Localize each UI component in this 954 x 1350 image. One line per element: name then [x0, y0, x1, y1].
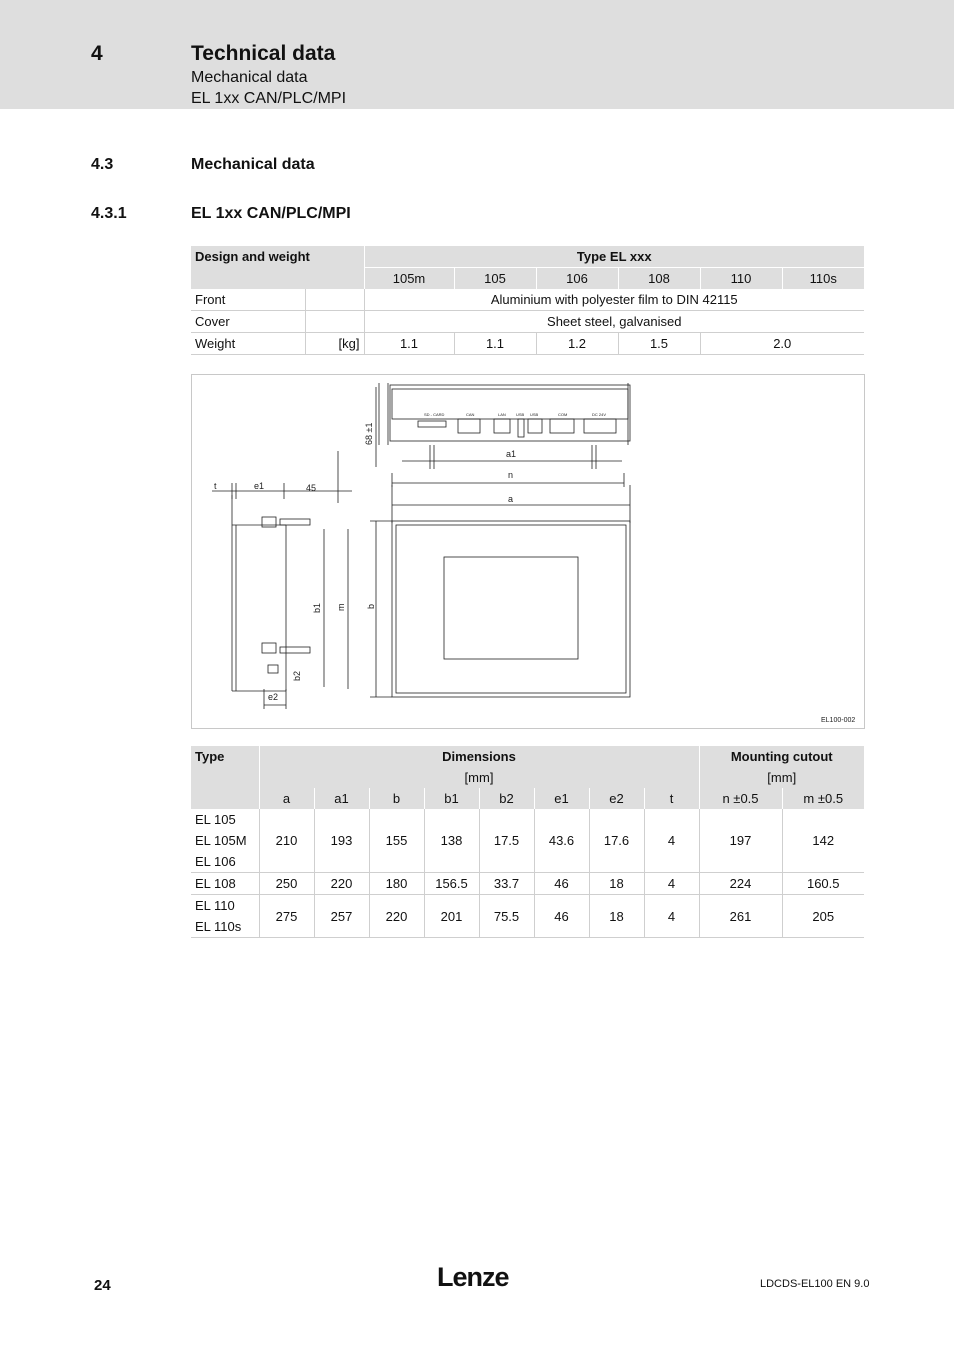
weight-label: Weight: [191, 333, 305, 355]
weight-unit: [kg]: [305, 333, 364, 355]
section-4-3-number: 4.3: [91, 156, 114, 173]
document-id: LDCDS-EL100 EN 9.0: [760, 1278, 870, 1290]
cover-value: Sheet steel, galvanised: [364, 311, 864, 333]
value-cell: 210: [259, 809, 314, 873]
dimensions-unit: [mm]: [259, 767, 699, 788]
type-col: 110s: [782, 268, 864, 290]
front-view-panel: [392, 521, 630, 697]
type-col: 105: [454, 268, 536, 290]
value-cell: 75.5: [479, 895, 534, 938]
dimension-drawing-svg: [192, 375, 864, 728]
page-header: [0, 0, 954, 109]
type-header: Type EL xxx: [364, 246, 864, 268]
dimensions-table: [191, 746, 864, 938]
col-a1: a1: [314, 788, 369, 809]
type-cell: EL 110: [195, 898, 235, 913]
type-col: 108: [618, 268, 700, 290]
col-n: n ±0.5: [699, 788, 782, 809]
label-a1: a1: [506, 449, 517, 459]
port-label-sdcard: SD - CARD: [424, 412, 445, 417]
section-4-3-1-number: 4.3.1: [91, 205, 127, 222]
type-cell: EL 106: [191, 851, 259, 873]
port-label-usb2: USB: [530, 412, 539, 417]
page-number: 24: [94, 1277, 111, 1294]
value-cell: 275: [259, 895, 314, 938]
type-col: 110: [700, 268, 782, 290]
type-col: 106: [536, 268, 618, 290]
port-label-dc24v: DC 24V: [592, 412, 607, 417]
value-cell: 156.5: [424, 873, 479, 895]
port-label-com: COM: [558, 412, 568, 417]
weight-value: 1.5: [618, 333, 700, 355]
section-4-3-1-title: EL 1xx CAN/PLC/MPI: [191, 205, 351, 222]
value-cell: 220: [314, 873, 369, 895]
header-subtitle-1: Mechanical data: [191, 69, 308, 86]
value-cell: 160.5: [782, 873, 864, 895]
cutout-unit: [mm]: [699, 767, 864, 788]
value-cell: 180: [369, 873, 424, 895]
value-cell: 43.6: [534, 809, 589, 873]
value-cell: 33.7: [479, 873, 534, 895]
section-4-3-title: Mechanical data: [191, 156, 315, 173]
type-cell: EL 105: [195, 812, 236, 827]
type-cell: EL 108: [191, 873, 259, 895]
label-e2: e2: [268, 692, 279, 702]
type-cell: EL 105M: [195, 833, 247, 848]
value-cell: 18: [589, 895, 644, 938]
type-col: 105m: [364, 268, 454, 290]
value-cell: 193: [314, 809, 369, 873]
type-header: Type: [195, 749, 225, 764]
value-cell: 250: [259, 873, 314, 895]
value-cell: 142: [782, 809, 864, 873]
col-e2: e2: [589, 788, 644, 809]
weight-value: 2.0: [700, 333, 864, 355]
value-cell: 201: [424, 895, 479, 938]
front-label: Front: [191, 289, 305, 311]
label-a: a: [508, 494, 514, 504]
value-cell: 257: [314, 895, 369, 938]
label-45: 45: [306, 483, 317, 493]
design-weight-table: [191, 246, 864, 355]
col-b1: b1: [424, 788, 479, 809]
port-label-lan: LAN: [498, 412, 506, 417]
header-subtitle-2: EL 1xx CAN/PLC/MPI: [191, 90, 347, 107]
display-window: [444, 557, 578, 659]
lenze-logo: Lenze: [437, 1262, 509, 1292]
label-t: t: [214, 481, 217, 491]
value-cell: 17.5: [479, 809, 534, 873]
col-e1: e1: [534, 788, 589, 809]
weight-value: 1.1: [454, 333, 536, 355]
value-cell: 46: [534, 873, 589, 895]
col-b: b: [369, 788, 424, 809]
dimensions-header: Dimensions: [259, 746, 699, 767]
col-b2: b2: [479, 788, 534, 809]
dimension-drawing: [191, 374, 865, 729]
label-n: n: [508, 470, 514, 480]
value-cell: 224: [699, 873, 782, 895]
label-b2: b2: [292, 670, 302, 681]
value-cell: 261: [699, 895, 782, 938]
weight-value: 1.2: [536, 333, 618, 355]
col-t: t: [644, 788, 699, 809]
mounting-cutout-header: Mounting cutout: [699, 746, 864, 767]
type-cell: EL 110s: [191, 916, 259, 938]
label-b: b: [366, 603, 376, 609]
value-cell: 4: [644, 873, 699, 895]
label-68: 68 ±1: [364, 422, 374, 445]
col-a: a: [259, 788, 314, 809]
value-cell: 4: [644, 895, 699, 938]
value-cell: 17.6: [589, 809, 644, 873]
label-m: m: [336, 603, 346, 611]
design-weight-header: Design and weight: [195, 249, 310, 264]
value-cell: 138: [424, 809, 479, 873]
cover-label: Cover: [191, 311, 305, 333]
weight-value: 1.1: [364, 333, 454, 355]
col-m: m ±0.5: [782, 788, 864, 809]
chapter-number: 4: [91, 42, 103, 65]
value-cell: 46: [534, 895, 589, 938]
label-e1: e1: [254, 481, 265, 491]
value-cell: 197: [699, 809, 782, 873]
port-label-usb1: USB: [516, 412, 525, 417]
port-label-can: CAN: [466, 412, 475, 417]
front-value: Aluminium with polyester film to DIN 42115: [364, 289, 864, 311]
value-cell: 18: [589, 873, 644, 895]
value-cell: 205: [782, 895, 864, 938]
label-b1: b1: [312, 602, 322, 613]
figure-code: EL100-002: [821, 717, 856, 724]
chapter-title: Technical data: [191, 42, 336, 65]
value-cell: 155: [369, 809, 424, 873]
value-cell: 4: [644, 809, 699, 873]
value-cell: 220: [369, 895, 424, 938]
